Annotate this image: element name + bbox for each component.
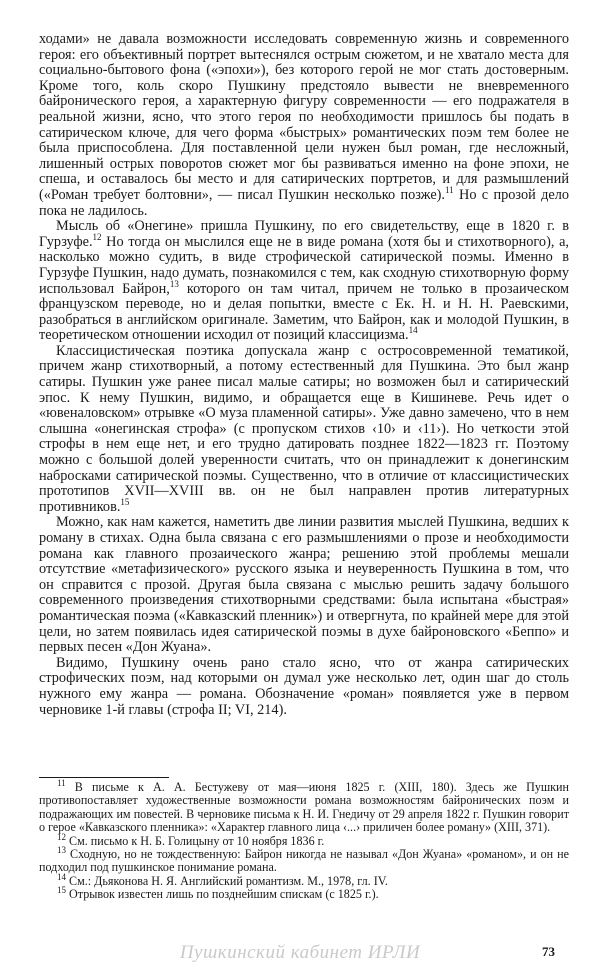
paragraph-2-text-a: Мысль об «Онегине» пришла Пушкину, по его свидетельству, еще в 1820 г. в Гурзуфе. [39,218,569,250]
footnote-text: См. письмо к Н. Б. Голицыну от 10 ноября 1836 г. [66,833,325,848]
paragraph-2-text-c: которого он там читал, причем не только в прозаическом французском переводе, но и делая попытки, вместе с Ек. Н. и Н. Н. Раевскими, разобраться в английском оригинале. Заметим, что Байрон, как и молодой Пушкин, в теоретическом отношении исходил от позиций классицизма. [39,280,569,344]
paragraph-3 [39,344,569,516]
page-number: 73 [542,944,555,959]
footnote-number: 12 [57,831,66,842]
main-text [39,32,569,718]
paragraph-3-text: Классицистическая поэтика допускала жанр с остросовременной тематикой, причем жанр стихотворный, а потому естественный для Пушкина. Это был жанр сатиры. Пушкин уже ранее писал малые сатиры; но возможен был и сатирический эпос. К нему Пушкин, видимо, и обращается еще в Кишиневе. Речь идет о «ювеналовском» отрывке «О муза пламенной сатиры». Уже давно замечено, что в нем слышна «онегинская строфа» (с пропуском стихов ‹10› и ‹11›). Но четкости этой строфы в нем еще нет, и его трудно датировать позднее 1822—1823 гг. Поэтому можно с большой долей уверенности считать, что он принадлежит к донегинским набросками сатирической поэмы. Существенно, что в отличие от классицистических прототипов XVII—XVIII вв. он не был направлен против литературных противников. [39,342,569,515]
paragraph-2 [39,219,569,344]
paragraph-5: Видимо, Пушкину очень рано стало ясно, что от жанра сатирических строфических поэм, над которыми он думал уже несколько лет, один шаг до столь нужного ему жанра — романа. Обозначение «роман» появляется уже в первом черновике 1-й главы (строфа II; VI, 214). [39,654,569,718]
footnote-ref-12: 12 [92,231,102,242]
footnote-ref-14: 14 [408,325,418,336]
footnote-number: 14 [57,871,66,882]
footnote-15 [39,885,569,902]
footnote-ref-13: 13 [169,278,179,289]
paragraph-1-text: ходами» не давала возможности исследовать современную жизнь и современного героя: его объективный портрет вытеснялся острым сюжетом, и не хватало места для социально-бытового фона («эпохи»), без которого герой не мог стать достоверным. Кроме того, коль скоро Пушкину предстояло вывести не вневременного байронического героя, а характерную фигуру современности — его подражателя в реальной жизни, ясно, что этого героя по необходимости пришлось бы подать в сатирическом ключе, для чего форма «быстрых» романтических поэм тем более не была приспособлена. Для поставленной цели нужен был роман, где несложный, лишенный острых поворотов сюжет мог бы развиваться именно на фоне эпохи, не спеша, и оставалось бы место и для сатирических портретов, и для размышлений («Роман требует болтовни», — писал Пушкин несколько позже). [39,31,569,203]
footnote-ref-15: 15 [120,497,130,508]
footnote-text: См.: Дьяконова Н. Я. Английский романтизм. М., 1978, гл. IV. [66,873,388,888]
paragraph-4: Можно, как нам кажется, наметить две линии развития мыслей Пушкина, ведших к роману в стихах. Одна была связана с его размышлениями о прозе и необходимости романа как главного прозаического жанра; решению этой проблемы мешали отсутствие «метафизического» русского языка и неуверенность Пушкина в том, что он справится с прозой. Другая была связана с мыслью решить задачу большого современного произведения стихотворными средствами: была испытана «быстрая» романтическая поэма («Кавказский пленник») и отвергнута, по крайней мере для этой цели, но затем появилась идея сатирической поэмы в духе байроновского «Беппо» и первых песен «Дон Жуана». [39,514,569,656]
footnote-text: Отрывок известен лишь по позднейшим спискам (с 1825 г.). [66,887,379,902]
watermark: Пушкинский кабинет ИРЛИ [179,942,421,963]
paragraph-1 [39,32,569,219]
footnote-text: В письме к А. А. Бестужеву от мая—июня 1825 г. (XIII, 180). Здесь же Пушкин противопоставляет художественные возможности романа возможностям байронических поэм и подражающих им повестей. В черновике письма к Н. И. Гнедичу от 29 апреля 1822 г. Пушкин говорит о герое «Кавказского пленника»: «Характер главного лица ‹...› приличен более роману» (XIII, 371). [39,780,569,835]
footnote-text: Сходную, но не тождественную: Байрон никогда не называл «Дон Жуана» «романом», и он не подходил под пушкинское понимание романа. [39,847,569,875]
paragraph-2-text-b: Но тогда он мыслился еще не в виде романа (хотя бы и стихотворного), а, насколько можно судить, в виде строфической сатирической поэмы. Именно в Гурзуфе Пушкин, надо думать, познакомился с тем, как сходную стихотворную форму использовал Байрон, [39,233,569,297]
footnote-11 [39,777,569,835]
footnote-number: 11 [57,777,66,788]
paragraph-1-tail: Но с прозой дело пока не ладилось. [39,186,569,219]
footnote-ref-11: 11 [445,185,454,196]
footnotes [39,777,569,902]
footnote-number: 13 [57,845,66,855]
footnote-13 [39,845,569,875]
footnote-number: 15 [57,885,66,896]
